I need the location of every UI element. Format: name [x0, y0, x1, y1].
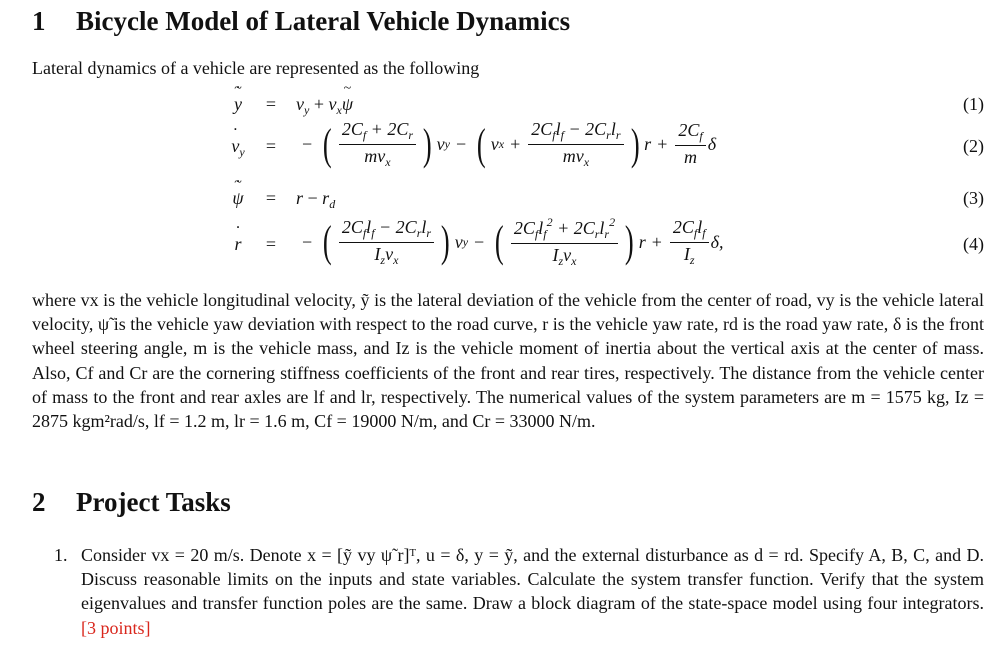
section-1-title: Bicycle Model of Lateral Vehicle Dynamics: [76, 6, 571, 36]
section-2-heading: [32, 487, 231, 518]
section-1-heading: [32, 6, 570, 37]
task-1-marker: 1.: [54, 545, 68, 565]
intro-text: Lateral dynamics of a vehicle are represented as the following: [32, 58, 480, 78]
task-1-text: Consider vx = 20 m/s. Denote x = [ỹ vy ψ̃ r]ᵀ, u = δ, y = ỹ, and the external disturbance as d = rd. Specify A, B, C, and D. Discuss reasonable limits on the inputs and state variables. Calculate the system transfer function. Verify that the system eigenvalues and transfer function poles are the same. Draw a block diagram of the state-space model using four integrators.: [81, 545, 984, 614]
equation-4-number: (4): [963, 234, 984, 254]
equation-3-number: (3): [963, 188, 984, 208]
section-2-number: 2: [32, 487, 46, 517]
task-1-points: [3 points]: [81, 617, 151, 638]
description-paragraph: where vx is the vehicle longitudinal velocity, ỹ is the lateral deviation of the vehicle from the center of road, vy is the vehicle lateral velocity, ψ̃ is the vehicle yaw deviation with respect to the road curve, r is the vehicle yaw rate, rd is the road yaw rate, δ is the front wheel steering angle, m is the vehicle mass, and Iz is the vehicle moment of inertia about the vertical axis at the center of mass. Also, Cf and Cr are the cornering stiffness coefficients of the front and rear tires, respectively. The distance from the vehicle center of mass to the front and rear axles are lf and lr, respectively. The numerical values of the system parameters are m = 1575 kg, Iz = 2875 kgm²rad/s, lf = 1.2 m, lr = 1.6 m, Cf = 19000 N/m, and Cr = 33000 N/m.: [32, 290, 984, 432]
equation-1-number: (1): [963, 94, 984, 114]
equation-2-number: (2): [963, 136, 984, 156]
section-2-title: Project Tasks: [76, 487, 231, 517]
page: 1 Bicycle Model of Lateral Vehicle Dynamics Lateral dynamics of a vehicle are represented as the following ˙ y ~ = $v_y + v_x\psi$ ~ (1) ˙ $v_y$ = − ( $\frac{2C_f + 2C_r}{mv_x}$ ) v y − ( v x + $\frac{2C_fl_f - 2C_rl_r}{mv_x}$ ) r + $\frac{2C_f}{m}$ δ (2) ˙ ψ ~ = $r - r_d$ (3) ˙ r = − ( $\frac{2C_fl_f - 2C_rl_r}{I_zv_x}$ ) v y − ( $\frac{2C_fl_f^2 + 2C_rl_r^2}{I_zv_x}$ ) r + $\frac{2C_fl_f}{I_z}$ δ, (4) where vx is the vehicle longitudinal velocity, ỹ is the lateral deviation of the vehicle from the center of road, vy is the vehicle lateral velocity, ψ̃ is the vehicle yaw deviation with respect to the road curve, r is the vehicle yaw rate, rd is the road yaw rate, δ is the front wheel steering angle, m is the vehicle mass, and Iz is the vehicle moment of inertia about the vertical axis at the center of mass. Also, Cf and Cr are the cornering stiffness coefficients of the front and rear tires, respectively. The distance from the vehicle center of mass to the front and rear axles are lf and lr, respectively. The numerical values of the system parameters are m = 1575 kg, Iz = 2875 kgm²rad/s, lf = 1.2 m, lr = 1.6 m, Cf = 19000 N/m, and Cr = 33000 N/m. 2 Project Tasks 1. Consider vx = 20 m/s. Denote x = [ỹ vy ψ̃ r]ᵀ, u = δ, y = ỹ, and the external disturbance as d = rd. Specify A, B, C, and D. Discuss reasonable limits on the inputs and state variables. Calculate the system transfer function. Verify that the system eigenvalues and transfer function poles are the same. Draw a block diagram of the state-space model using four integrators. [3 points]: [0, 0, 1000, 645]
task-item-1: [54, 543, 984, 640]
section-1-number: 1: [32, 6, 46, 36]
